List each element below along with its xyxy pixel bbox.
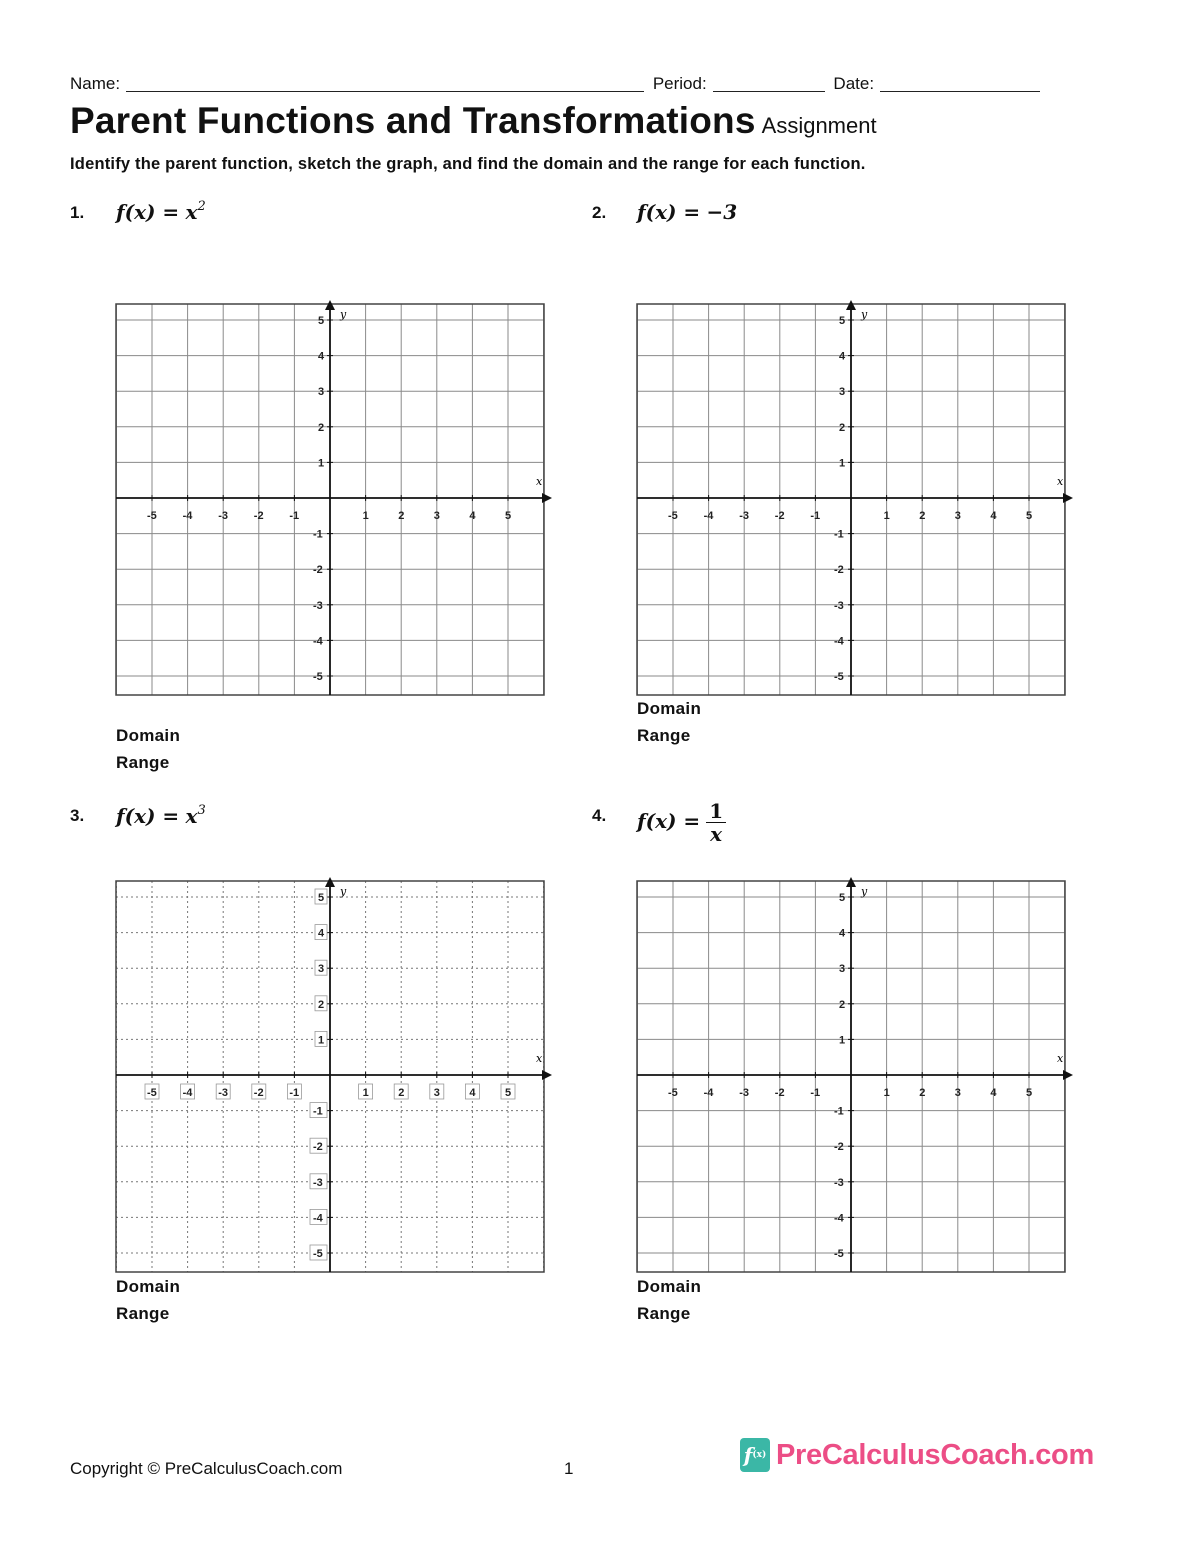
problem-4-range-label: Range xyxy=(637,1304,691,1323)
x-tick-label: -3 xyxy=(218,1087,228,1099)
y-axis-label: y xyxy=(861,885,868,898)
y-axis-label: y xyxy=(340,308,347,321)
x-tick-label: -1 xyxy=(289,510,300,522)
y-tick-label: 4 xyxy=(839,350,846,363)
y-tick-label: 5 xyxy=(318,892,325,904)
name-label: Name: xyxy=(70,74,121,93)
y-tick-label: -4 xyxy=(834,635,844,648)
problem-1-range-label: Range xyxy=(116,753,170,772)
logo-mark-sub: (x) xyxy=(752,1450,767,1460)
x-tick-label: 3 xyxy=(954,510,961,522)
problem-2-lhs: f(x) = xyxy=(637,200,701,224)
x-tick-label: -4 xyxy=(703,1087,714,1099)
x-tick-label: -1 xyxy=(810,510,821,522)
y-tick-label: 2 xyxy=(839,421,846,434)
x-tick-label: 4 xyxy=(990,510,997,522)
problem-1-number: 1. xyxy=(70,203,85,222)
problem-2-range-label: Range xyxy=(637,726,691,745)
x-tick-label: -2 xyxy=(253,510,264,522)
problem-4-graph[interactable] xyxy=(633,875,1073,1279)
problem-4-fraction xyxy=(706,800,726,845)
x-tick-label: 2 xyxy=(919,510,926,522)
x-tick-label: 3 xyxy=(954,1087,961,1099)
y-tick-label: 1 xyxy=(318,457,325,470)
y-axis-arrow xyxy=(846,877,856,887)
x-axis-label: x xyxy=(536,1052,543,1065)
y-tick-label: -3 xyxy=(313,1176,323,1189)
x-tick-label: 1 xyxy=(883,1087,890,1099)
logo-mark-letter: f xyxy=(743,1443,753,1467)
date-label: Date: xyxy=(833,74,875,93)
x-tick-label: 1 xyxy=(362,1087,369,1099)
x-axis-label: x xyxy=(1057,475,1064,488)
y-tick-label: 4 xyxy=(318,350,325,363)
period-blank[interactable] xyxy=(713,75,825,92)
y-tick-label: -1 xyxy=(313,528,323,541)
y-tick-label: -1 xyxy=(834,1105,844,1118)
y-tick-label: -2 xyxy=(313,1141,323,1154)
x-tick-label: -1 xyxy=(289,1087,300,1099)
name-blank[interactable] xyxy=(126,75,644,92)
y-tick-label: 1 xyxy=(839,457,846,470)
logo-function-icon xyxy=(740,1438,770,1472)
problem-1-graph[interactable] xyxy=(112,298,552,702)
y-tick-label: 3 xyxy=(839,963,846,976)
problem-4-denominator: x xyxy=(710,822,723,846)
y-tick-label: -2 xyxy=(834,1141,844,1154)
page-title xyxy=(70,100,877,142)
y-tick-label: 2 xyxy=(318,421,325,434)
problem-1-exponent: 2 xyxy=(197,199,206,214)
problem-3-exponent: 3 xyxy=(197,803,206,818)
x-axis-arrow xyxy=(1063,1070,1073,1080)
problem-4-lhs: f(x) = xyxy=(637,809,701,833)
x-tick-label: -1 xyxy=(810,1087,821,1099)
x-axis-arrow xyxy=(1063,493,1073,503)
y-tick-label: -2 xyxy=(834,564,844,577)
problem-4-formula xyxy=(637,800,726,845)
y-tick-label: -5 xyxy=(313,671,323,683)
y-tick-label: 1 xyxy=(318,1034,325,1047)
x-tick-label: -5 xyxy=(147,1087,157,1099)
logo-text: PreCalculusCoach.com xyxy=(776,1438,1094,1471)
problem-3-rhs: x xyxy=(185,804,198,828)
problem-1-formula xyxy=(116,200,206,224)
problem-2-number: 2. xyxy=(592,203,607,222)
x-axis-arrow xyxy=(542,1070,552,1080)
y-tick-label: 4 xyxy=(839,927,846,940)
title-main: Parent Functions and Transformations xyxy=(70,100,756,141)
problem-3-range-label: Range xyxy=(116,1304,170,1323)
period-label: Period: xyxy=(652,74,707,93)
x-tick-label: 2 xyxy=(398,510,405,522)
problem-1-rhs: x xyxy=(185,200,198,224)
y-tick-label: -3 xyxy=(313,599,323,612)
x-tick-label: -2 xyxy=(774,510,785,522)
y-tick-label: 5 xyxy=(839,315,846,327)
x-tick-label: 2 xyxy=(919,1087,926,1099)
problem-2-formula xyxy=(637,200,737,224)
y-tick-label: -1 xyxy=(313,1105,323,1118)
y-tick-label: -4 xyxy=(313,635,323,648)
x-tick-label: -2 xyxy=(253,1087,264,1099)
y-tick-label: 1 xyxy=(839,1034,846,1047)
x-tick-label: -4 xyxy=(182,1087,193,1099)
x-tick-label: 1 xyxy=(883,510,890,522)
y-axis-arrow xyxy=(325,877,335,887)
date-blank[interactable] xyxy=(880,75,1040,92)
copyright-text: Copyright © PreCalculusCoach.com xyxy=(70,1459,343,1478)
y-tick-label: 2 xyxy=(839,998,846,1011)
x-tick-label: -5 xyxy=(668,510,678,522)
problem-2-graph[interactable] xyxy=(633,298,1073,702)
x-tick-label: 4 xyxy=(469,1087,476,1099)
x-axis-arrow xyxy=(542,493,552,503)
x-tick-label: 4 xyxy=(469,510,476,522)
x-tick-label: -2 xyxy=(774,1087,785,1099)
problem-4-numerator: 1 xyxy=(706,800,726,823)
title-sub: Assignment xyxy=(761,113,877,138)
y-tick-label: -4 xyxy=(313,1212,323,1225)
problem-2-rhs: −3 xyxy=(706,200,738,224)
x-tick-label: -4 xyxy=(703,510,714,522)
y-tick-label: 2 xyxy=(318,998,325,1011)
x-tick-label: -4 xyxy=(182,510,193,522)
y-tick-label: 3 xyxy=(318,386,325,399)
x-tick-label: 5 xyxy=(505,1087,512,1099)
problem-2-domain-label: Domain xyxy=(637,699,702,718)
problem-3-graph[interactable] xyxy=(112,875,552,1279)
y-tick-label: -1 xyxy=(834,528,844,541)
y-tick-label: 5 xyxy=(318,315,325,327)
y-tick-label: 4 xyxy=(318,927,325,940)
problem-4-domain-label: Domain xyxy=(637,1277,702,1296)
y-tick-label: -5 xyxy=(834,1248,844,1260)
student-info-line xyxy=(70,74,1044,94)
problem-3-formula xyxy=(116,804,206,828)
x-tick-label: -3 xyxy=(739,1087,749,1099)
y-tick-label: -3 xyxy=(834,1176,844,1189)
y-tick-label: -2 xyxy=(313,564,323,577)
page-number: 1 xyxy=(564,1459,574,1478)
problem-3-lhs: f(x) = xyxy=(116,804,180,828)
y-tick-label: 3 xyxy=(839,386,846,399)
x-tick-label: 3 xyxy=(433,1087,440,1099)
x-tick-label: -5 xyxy=(147,510,157,522)
x-tick-label: 5 xyxy=(1026,1087,1033,1099)
site-logo[interactable] xyxy=(740,1438,1094,1472)
instructions: Identify the parent function, sketch the graph, and find the domain and the range for each function. xyxy=(70,155,866,173)
problem-1-domain-label: Domain xyxy=(116,726,181,745)
y-tick-label: -5 xyxy=(834,671,844,683)
problem-3-domain-label: Domain xyxy=(116,1277,181,1296)
y-tick-label: -5 xyxy=(313,1248,323,1260)
problem-3-number: 3. xyxy=(70,806,85,825)
y-axis-arrow xyxy=(325,300,335,310)
x-tick-label: 2 xyxy=(398,1087,405,1099)
y-axis-label: y xyxy=(340,885,347,898)
x-tick-label: 3 xyxy=(433,510,440,522)
problem-4-number: 4. xyxy=(592,806,607,825)
y-tick-label: 5 xyxy=(839,892,846,904)
y-tick-label: -3 xyxy=(834,599,844,612)
problem-1-lhs: f(x) = xyxy=(116,200,180,224)
x-tick-label: 5 xyxy=(1026,510,1033,522)
y-axis-arrow xyxy=(846,300,856,310)
x-tick-label: 1 xyxy=(362,510,369,522)
x-axis-label: x xyxy=(536,475,543,488)
y-tick-label: -4 xyxy=(834,1212,844,1225)
x-axis-label: x xyxy=(1057,1052,1064,1065)
x-tick-label: 4 xyxy=(990,1087,997,1099)
y-axis-label: y xyxy=(861,308,868,321)
x-tick-label: -5 xyxy=(668,1087,678,1099)
y-tick-label: 3 xyxy=(318,963,325,976)
x-tick-label: -3 xyxy=(739,510,749,522)
x-tick-label: -3 xyxy=(218,510,228,522)
x-tick-label: 5 xyxy=(505,510,512,522)
